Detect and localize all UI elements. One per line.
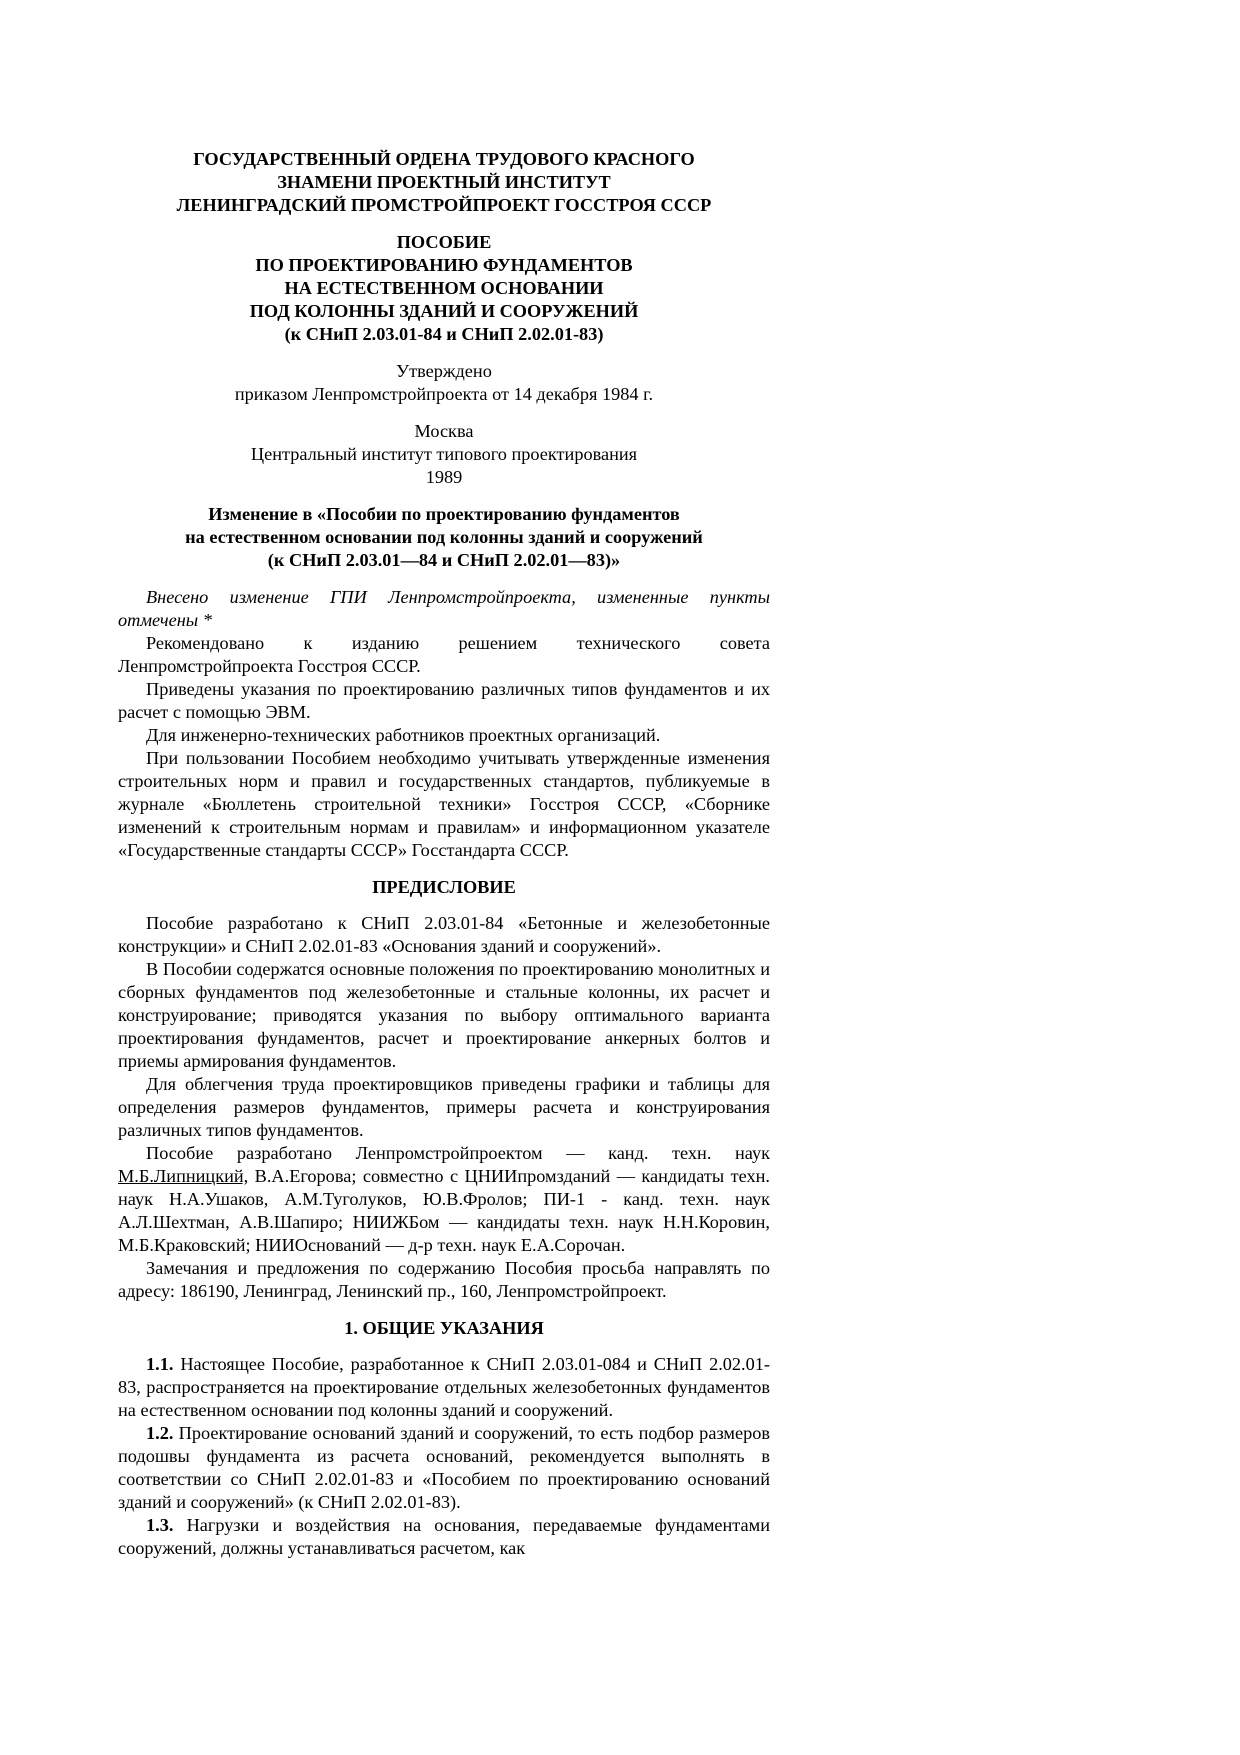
preface-paragraph: Замечания и предложения по содержанию Пособия просьба направлять по адресу: 186190, Ленинград, Ленинский пр., 160, Ленпромстройпроект.: [118, 1258, 770, 1301]
clause-number: 1.1.: [146, 1354, 174, 1374]
institute-line: ЗНАМЕНИ ПРОЕКТНЫЙ ИНСТИТУТ: [277, 172, 611, 192]
publisher-line: Центральный институт типового проектирования: [250, 444, 638, 464]
intro-paragraph: При пользовании Пособием необходимо учитывать утвержденные изменения строительных норм и правил и государственных стандартов, публикуемые в журнале «Бюллетень строительной техники» Госстроя СССР, «Сборнике изменений к строительным нормам и правилам» и информационном указателе «Государственные стандарты СССР» Госстандарта СССР.: [118, 748, 770, 860]
preface-paragraph: Для облегчения труда проектировщиков приведены графики и таблицы для определения размеров фундаментов, примеры расчета и конструирования различных типов фундаментов.: [118, 1074, 770, 1140]
clause-text: Настоящее Пособие, разработанное к СНиП 2.03.01-084 и СНиП 2.02.01-83, распространяется на проектирование отдельных железобетонных фундаментов на естественном основании под колонны зданий и сооружений.: [118, 1354, 770, 1420]
amendment-title: [118, 503, 770, 572]
title-line: ПОСОБИЕ: [396, 232, 492, 252]
amendment-line: на естественном основании под колонны зданий и сооружений: [185, 527, 703, 547]
title-line: (к СНиП 2.03.01-84 и СНиП 2.02.01-83): [284, 324, 604, 344]
amendment-note: Внесено изменение ГПИ Ленпромстройпроекта, измененные пункты отмечены *: [118, 587, 770, 630]
amendment-line: (к СНиП 2.03.01—84 и СНиП 2.02.01—83)»: [267, 550, 621, 570]
clause-number: 1.2.: [146, 1423, 174, 1443]
clause-paragraph: [118, 1514, 770, 1560]
intro-paragraph: Для инженерно-технических работников проектных организаций.: [146, 725, 661, 745]
institute-line: ГОСУДАРСТВЕННЫЙ ОРДЕНА ТРУДОВОГО КРАСНОГО: [193, 149, 695, 169]
authors-paragraph: [118, 1142, 770, 1257]
publisher-info: [118, 420, 770, 489]
preface-paragraph: Пособие разработано к СНиП 2.03.01-84 «Бетонные и железобетонные конструкции» и СНиП 2.02.01-83 «Основания зданий и сооружений».: [118, 913, 770, 956]
publisher-line: 1989: [425, 467, 463, 487]
intro-paragraph: Рекомендовано к изданию решением технического совета Ленпромстройпроекта Госстроя СССР.: [118, 633, 770, 676]
approval-note: [118, 360, 770, 406]
publisher-line: Москва: [414, 421, 474, 441]
clause-number: 1.3.: [146, 1515, 174, 1535]
document-page: [118, 148, 770, 1560]
title-line: НА ЕСТЕСТВЕННОМ ОСНОВАНИИ: [284, 278, 604, 298]
preface-heading: ПРЕДИСЛОВИЕ: [372, 877, 516, 897]
intro-paragraph: Приведены указания по проектированию различных типов фундаментов и их расчет с помощью ЭВМ.: [118, 679, 770, 722]
approval-line: приказом Ленпромстройпроекта от 14 декабря 1984 г.: [234, 384, 654, 404]
approval-line: Утверждено: [396, 361, 492, 381]
preface-section: [118, 912, 770, 1303]
preface-paragraph: В Пособии содержатся основные положения по проектированию монолитных и сборных фундаментов под железобетонные и стальные колонны, их расчет и конструирование; приводятся указания по выбору оптимального варианта проектирования фундаментов, расчет и проектирование анкерных болтов и приемы армирования фундаментов.: [118, 959, 770, 1071]
title-line: ПО ПРОЕКТИРОВАНИЮ ФУНДАМЕНТОВ: [255, 255, 633, 275]
institute-line: ЛЕНИНГРАДСКИЙ ПРОМСТРОЙПРОЕКТ ГОССТРОЯ СССР: [176, 195, 712, 215]
authors-text-start: Пособие разработано Ленпромстройпроектом — канд. техн. наук: [146, 1143, 770, 1163]
clause-text: Проектирование оснований зданий и сооружений, то есть подбор размеров подошвы фундамента из расчета оснований, рекомендуется выполнять в соответствии со СНиП 2.02.01-83 и «Пособием по проектированию оснований зданий и сооружений» (к СНиП 2.02.01-83).: [118, 1423, 770, 1512]
document-title: [118, 231, 770, 346]
institute-name: [118, 148, 770, 217]
clause-text: Нагрузки и воздействия на основания, передаваемые фундаментами сооружений, должны устанавливаться расчетом, как: [118, 1515, 770, 1558]
section-1: [118, 1353, 770, 1560]
clause-paragraph: [118, 1422, 770, 1514]
clause-paragraph: [118, 1353, 770, 1422]
authors-text-rest: В.А.Егорова; совместно с ЦНИИпромзданий — кандидаты техн. наук Н.А.Ушаков, А.М.Туголуков, Ю.В.Фролов; ПИ-1 - канд. техн. наук А.Л.Шехтман, А.В.Шапиро; НИИЖБом — кандидаты техн. наук Н.Н.Коровин, М.Б.Краковский; НИИОснований — д-р техн. наук Е.А.Сорочан.: [118, 1166, 770, 1255]
intro-section: [118, 586, 770, 862]
underlined-author: М.Б.Липницкий,: [118, 1166, 249, 1186]
title-line: ПОД КОЛОННЫ ЗДАНИЙ И СООРУЖЕНИЙ: [249, 301, 639, 321]
section-heading: 1. ОБЩИЕ УКАЗАНИЯ: [344, 1318, 544, 1338]
amendment-line: Изменение в «Пособии по проектированию фундаментов: [208, 504, 680, 524]
